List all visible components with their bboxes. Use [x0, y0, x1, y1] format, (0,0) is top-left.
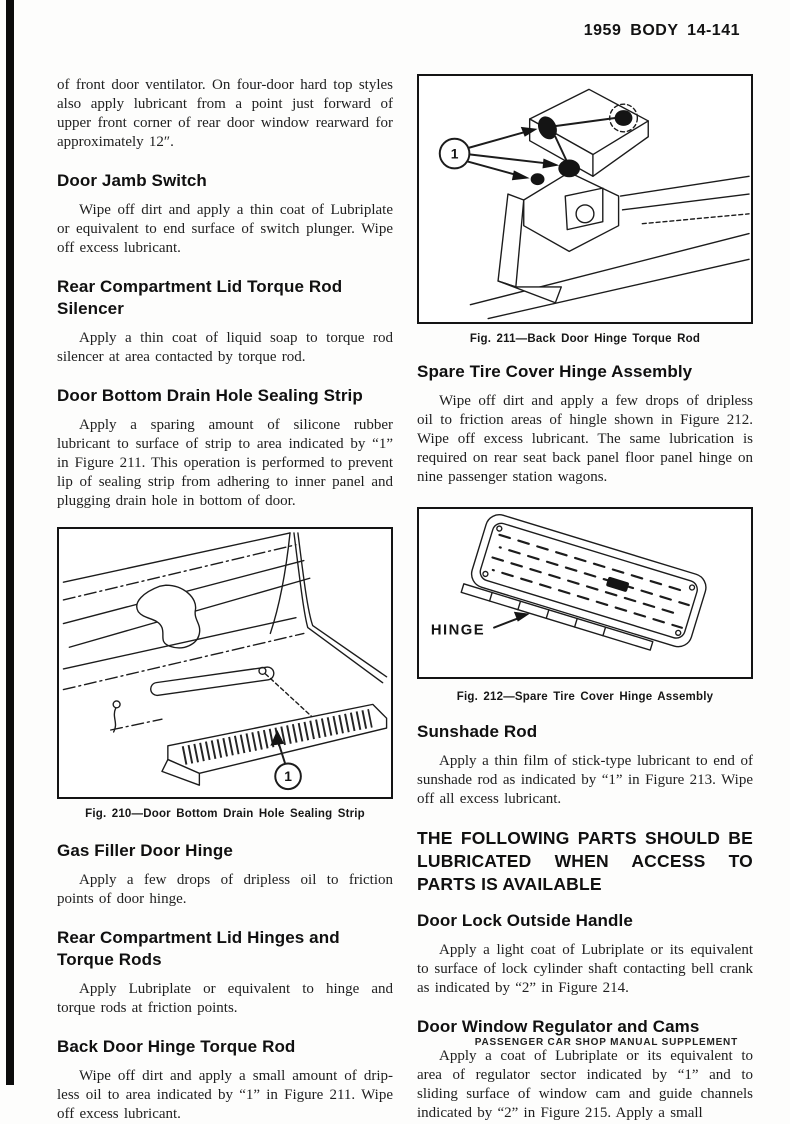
heading-back-door-hinge-torque-rod: Back Door Hinge Torque Rod: [57, 1037, 296, 1056]
body-door-jamb-switch: Wipe off dirt and apply a thin coat of Lubriplate or equivalent to end surface of switch plunger. Wipe off excess lubricant.: [57, 202, 393, 256]
figure-212: [417, 507, 753, 703]
figure-211: [417, 74, 753, 345]
body-rear-compartment-lid-torque-rod-silencer: Apply a thin coat of liquid soap to torque rod silencer at area contacted by torque rod.: [57, 330, 393, 365]
page-binding-edge: [6, 0, 14, 1085]
heading-rear-compartment-lid-torque-rod-silencer: Rear Compartment Lid Torque Rod Silencer: [57, 277, 343, 318]
heading-spare-tire-cover-hinge-assembly: Spare Tire Cover Hinge Assembly: [417, 362, 693, 381]
page-footer: PASSENGER CAR SHOP MANUAL SUPPLEMENT: [474, 1037, 738, 1048]
body-rear-compartment-lid-hinges: Apply Lubriplate or equivalent to hinge and torque rods at friction points.: [57, 981, 393, 1016]
heading-door-lock-outside-handle: Door Lock Outside Handle: [417, 911, 633, 930]
heading-door-bottom-drain-hole-sealing-strip: Door Bottom Drain Hole Sealing Strip: [57, 386, 363, 405]
fig210-callout-number: 1: [284, 769, 292, 785]
left-column: [57, 76, 393, 1124]
figure-211-drawing: [419, 76, 751, 322]
figure-212-caption: Fig. 212—Spare Tire Cover Hinge Assembly: [456, 691, 714, 703]
body-door-window-regulator-and-cams: Apply a coat of Lubriplate or its equivalent to area of regulator sector indicated by “1” and to sliding surface of window cam and guide channels indicated by “2” in Figure 215. Apply a small: [417, 1048, 753, 1121]
figure-211-frame: [417, 74, 753, 324]
continued-paragraph: of front door ventilator. On four-door hard top styles also apply lubricant from a point just forward of upper front corner of rear door window rearward for approximately 12″.: [57, 77, 393, 150]
heading-gas-filler-door-hinge: Gas Filler Door Hinge: [57, 841, 233, 860]
figure-212-drawing: [419, 509, 751, 677]
heading-door-jamb-switch: Door Jamb Switch: [57, 171, 207, 190]
body-spare-tire-cover-hinge-assembly: Wipe off dirt and apply a few drops of dripless oil to friction areas of hingle shown in Figure 212. Wipe off excess lubricant. The same lubrication is required on rear seat back panel floor panel hinge on nine passenger station wagons.: [417, 393, 753, 485]
heading-rear-compartment-lid-hinges: Rear Compartment Lid Hinges and Torque Rods: [57, 928, 340, 969]
heading-door-window-regulator-and-cams: Door Window Regulator and Cams: [417, 1017, 700, 1036]
fig211-callout-number: 1: [450, 145, 459, 162]
figure-210-caption: Fig. 210—Door Bottom Drain Hole Sealing Strip: [85, 808, 365, 820]
figure-210-drawing: [59, 529, 391, 797]
figure-211-caption: Fig. 211—Back Door Hinge Torque Rod: [469, 333, 701, 345]
fig212-hinge-label: HINGE: [430, 622, 486, 639]
major-heading-following-parts: THE FOLLOWING PARTS SHOULD BE LUBRICATED WHEN ACCESS TO PARTS IS AVAILABLE: [417, 828, 753, 894]
body-sunshade-rod: Apply a thin film of stick-type lubricant to end of sunshade rod as indicated by “1” in Figure 213. Wipe off all excess lubricant.: [417, 753, 753, 807]
body-gas-filler-door-hinge: Apply a few drops of dripless oil to friction points of door hinge.: [57, 872, 393, 907]
right-column: [417, 74, 753, 1123]
body-back-door-hinge-torque-rod: Wipe off dirt and apply a small amount of dripless oil to area indicated by “1” in Figure 211. Wipe off excess lubricant.: [57, 1068, 393, 1122]
heading-sunshade-rod: Sunshade Rod: [417, 722, 538, 741]
figure-212-frame: [417, 507, 753, 679]
body-door-lock-outside-handle: Apply a light coat of Lubriplate or its equivalent to surface of lock cylinder shaft contacting bell crank as indicated by “2” in Figure 214.: [417, 942, 753, 996]
page-header: 1959 BODY 14-141: [583, 22, 740, 39]
body-door-bottom-drain-hole-sealing-strip: Apply a sparing amount of silicone rubber lubricant to surface of strip to area indicated by “1” in Figure 211. This operation is performed to prevent lip of sealing strip from adhering to inner panel and plugging drain hole in bottom of door.: [57, 417, 393, 509]
figure-210-frame: [57, 527, 393, 799]
figure-210: [57, 527, 393, 820]
